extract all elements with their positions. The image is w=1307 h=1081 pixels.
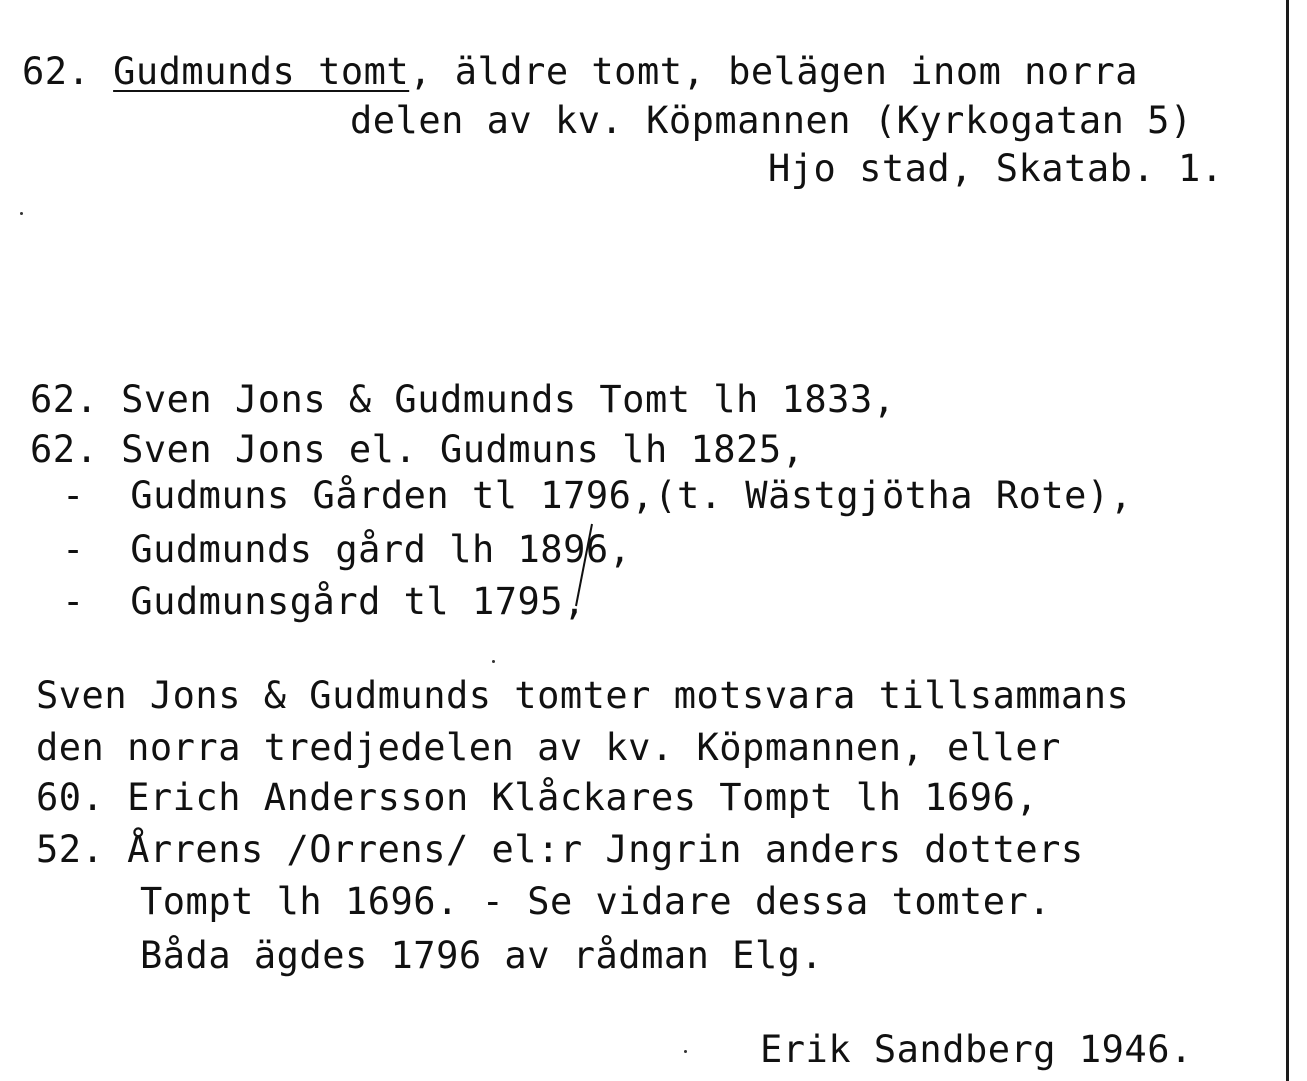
- note-line-5: Tompt lh 1696. - Se vidare dessa tomter.: [140, 880, 1052, 923]
- signature: Erik Sandberg 1946.: [760, 1028, 1193, 1071]
- entry-prefix: 62.: [30, 428, 99, 471]
- note-line-2: den norra tredjedelen av kv. Köpmannen, eller: [36, 726, 1061, 769]
- note-line-1: Sven Jons & Gudmunds tomter motsvara tillsammans: [36, 674, 1130, 717]
- entry-row: [30, 378, 896, 422]
- note-line-4: 52. Årrens /Orrens/ el:r Jngrin anders dotters: [36, 828, 1084, 871]
- note-line-6: Båda ägdes 1796 av rådman Elg.: [140, 934, 824, 977]
- handwritten-correction-mark: [568, 520, 598, 610]
- entry-text: Gudmunsgård tl 1795,: [130, 580, 586, 623]
- header-line-1: [22, 50, 1138, 94]
- entry-prefix: -: [62, 474, 85, 517]
- entry-prefix: -: [62, 528, 85, 571]
- entry-prefix: -: [62, 580, 85, 623]
- header-title: Gudmunds tomt: [113, 50, 410, 93]
- paper-speck: [492, 660, 495, 663]
- header-line-2: delen av kv. Köpmannen (Kyrkogatan 5): [350, 99, 1193, 142]
- header-number: 62.: [22, 50, 91, 93]
- paper-speck: [684, 1050, 687, 1053]
- card-edge-line: [1286, 0, 1289, 1081]
- header-line-1-rest: , äldre tomt, belägen inom norra: [409, 50, 1139, 93]
- entry-text: Sven Jons & Gudmunds Tomt lh 1833,: [121, 378, 896, 421]
- entry-text: Sven Jons el. Gudmuns lh 1825,: [121, 428, 805, 471]
- entry-row: [62, 580, 586, 624]
- entry-row: [62, 528, 631, 572]
- entry-text: Gudmunds gård lh 1896,: [130, 528, 632, 571]
- note-line-3: 60. Erich Andersson Klåckares Tompt lh 1696,: [36, 776, 1039, 819]
- entry-row: [30, 428, 804, 472]
- entry-text: Gudmuns Gården tl 1796,(t. Wästgjötha Rote),: [130, 474, 1133, 517]
- entry-prefix: 62.: [30, 378, 99, 421]
- paper-speck: [20, 212, 23, 215]
- header-line-3: Hjo stad, Skatab. 1.: [768, 147, 1224, 190]
- entry-row: [62, 474, 1132, 518]
